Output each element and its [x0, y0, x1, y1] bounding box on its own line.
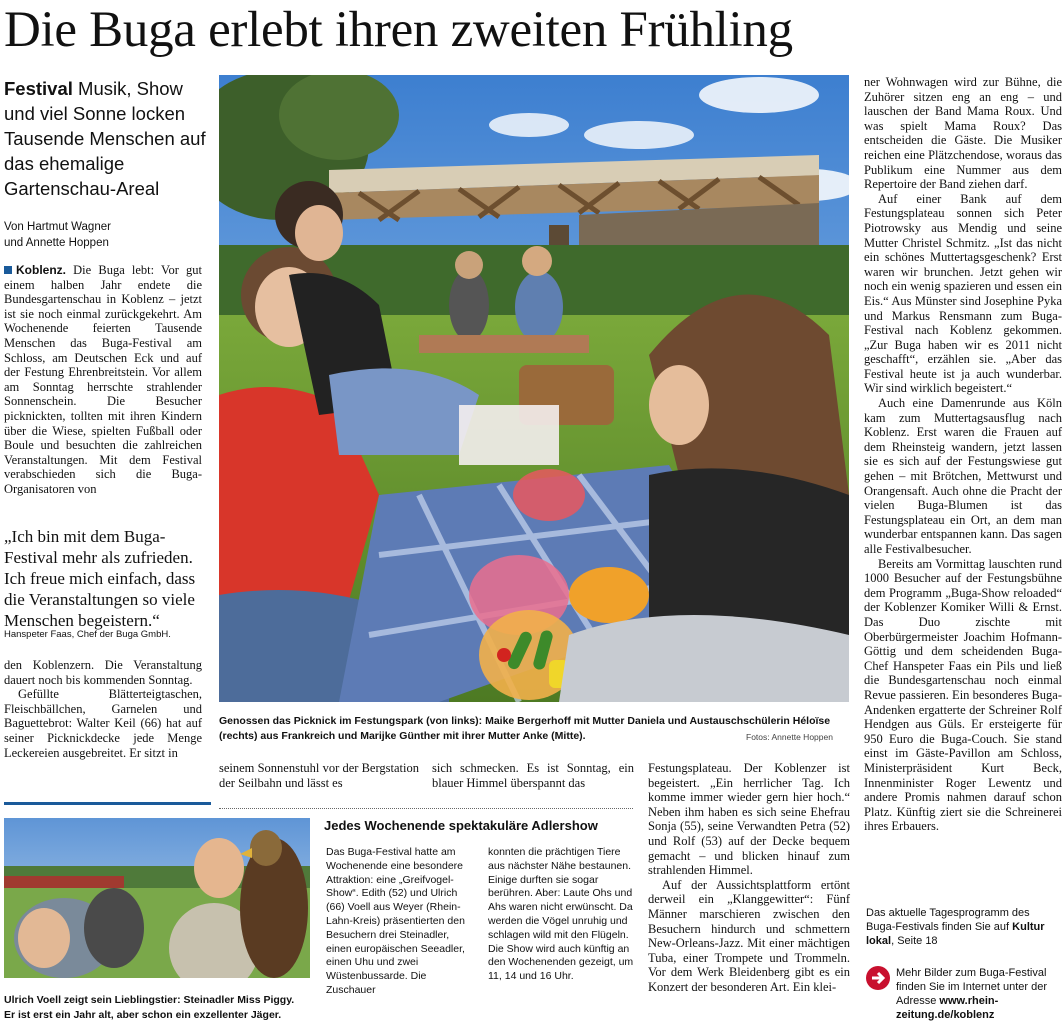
- article-col-mid-right: [648, 761, 850, 995]
- section-divider-dotted: [219, 808, 633, 809]
- headline: Die Buga erlebt ihren zweiten Frühling: [4, 2, 793, 58]
- col-far-p3: Auch eine Damenrunde aus Köln kam zum Muttertagsausflug nach Koblenz. Erst waren die Frauen auf dem Rheinsteig wandern, jetzt lassen sie es sich auf der Festungswiese gut gehen – mit Brötchen, Mettwurst und Orangensaft. Auch ohne die Pracht der vielen Buga-Blumen ist das Festungsplateau ein Ort, an dem man wunderbar entspannen kann. Das sagen alle Festivalbesucher.: [864, 396, 1062, 556]
- col1-p3: Gefüllte Blätterteigtaschen, Fleischbällchen, Garnelen und Baguettebrot: Walter Keil (66) hat auf seiner Picknickdecke jede Menge Leckereien ausgebreitet. Er sitzt in: [4, 687, 202, 760]
- program-note: [866, 906, 1062, 948]
- main-photo: [219, 75, 849, 702]
- col-right1-p2: Auf der Aussichtsplattform ertönt derweil ein „Klanggewitter“: Fünf Männer marschieren zwischen den Besuchern hindurch und schmettern New-Orleans-Jazz. Mit einer mächtigen Tuba, einer Trompete und Trommeln. Vor dem Werk Bleidenberg gibt es ein Konzert der besonderen Art. Ein klei-: [648, 877, 850, 994]
- section-divider-blue: [4, 802, 211, 805]
- article-col1-bottom: [4, 658, 202, 760]
- col-far-p4: Bereits am Vormittag lauschten rund 1000 Besucher auf der Festungsbühne dem Programm „Buga-Show reloaded“ der Koblenzer Komiker Willi & Ernst. Das Duo zischte mit Oberbürgermeister Joachim Hofmann-Göttig und dem scheidenden Buga-Chef Hanspeter Faas ein Pils und ließ die Bundesgartenschau noch einmal Revue passieren. Ein besonderes Buga-Andenken ergatterte der Schreiner Rolf Hendgen aus Güls. Er ersteigerte für 950 Euro die Buga-Couch. Sie stand einst im Gäste-Pavillon am Schloss, Ministerpräsident Kurt Beck, Innenminister Roger Lewentz und andere Promis nahmen darauf schon Platz. Künftig ziert sie die Schreinerei ihres Erbauers.: [864, 556, 1062, 834]
- photo-credit: Fotos: Annette Hoppen: [746, 732, 833, 742]
- byline: [4, 219, 210, 251]
- author-1: Von Hartmut Wagner: [4, 221, 111, 233]
- intro-kicker: Festival: [4, 78, 73, 99]
- pull-quote-source: Hanspeter Faas, Chef der Buga GmbH.: [4, 629, 171, 640]
- more-pictures-url[interactable]: www.rhein-zeitung.de/koblenz: [896, 995, 999, 1021]
- col-far-p1: ner Wohnwagen wird zur Bühne, die Zuhörer sitzen eng an eng – und lauschen der Band Mama Roux. Und was spielt Mama Roux? Das entscheiden die Gäste. Die Musiker reichen eine Plätzchendose, woraus das Publikum eine Nummer aus dem Repertoire der Band ziehen darf.: [864, 75, 1062, 192]
- eagle-col2: konnten die prächtigen Tiere aus nächster Nähe bestaunen. Einige durften sie sogar berühren. Aber: Laute Ohs und Ahs waren nicht erwünscht. Da werden die Vögel unruhig und schlagen wild mit den Flügeln. Die Show wird auch künftig an den Wochenenden gezeigt, um 11, 14 und 16 Uhr.: [488, 846, 634, 983]
- eagle-photo: [4, 818, 310, 978]
- more-pictures-text: Mehr Bilder zum Buga-Festival finden Sie im Internet unter der Adresse: [896, 967, 1048, 1007]
- intro-text: Musik, Show und viel Sonne locken Tausende Menschen auf das ehemalige Gartenschau-Areal: [4, 78, 206, 199]
- program-note-text: Das aktuelle Tagesprogramm des Buga-Festivals finden Sie auf: [866, 907, 1030, 933]
- col-right1-p1: Festungsplateau. Der Koblenzer ist begeistert. „Ein herrlicher Tag. Ich komme immer wieder gern hier hoch.“ Neben ihm haben es sich seine Ehefrau Sonja (55), seine Verwandten Petra (52) und Rolf (53) auf der Decke bequem gemacht – und blicken hinauf zum strahlenden Himmel.: [648, 761, 850, 878]
- col1-p2: den Koblenzern. Die Veranstaltung dauert noch bis kommenden Sonntag.: [4, 658, 202, 687]
- intro: [4, 76, 210, 201]
- dateline: Koblenz.: [16, 263, 66, 277]
- eagle-article-title: Jedes Wochenende spektakuläre Adlershow: [324, 818, 598, 833]
- pull-quote: „Ich bin mit dem Buga-Festival mehr als zufrieden. Ich freue mich einfach, dass die Veranstaltungen so viele Menschen begeistern.“: [4, 527, 196, 630]
- program-note-suffix: , Seite 18: [891, 935, 938, 947]
- eagle-photo-caption: [4, 993, 310, 1023]
- eagle-col1: Das Buga-Festival hatte am Wochenende eine besondere Attraktion: eine „Greifvogel-Show“. Edith (52) und Ulrich (66) Voell aus Weyer (Rhein-Lahn-Kreis) präsentierten den Besuchern drei Steinadler, einen europäischen Seeadler, einen Uhu und zwei Wüstenbussarde. Die Zuschauer: [326, 846, 465, 996]
- eagle-photo-illustration: [4, 818, 310, 978]
- picnic-photo-illustration: [219, 75, 849, 702]
- program-note-link[interactable]: Kultur lokal: [866, 921, 1045, 947]
- main-photo-caption: Genossen das Picknick im Festungspark (von links): Maike Bergerhoff mit Mutter Daniela und Austauschschülerin Héloïse (rechts) aus Frankreich und Marijke Günther mit ihrer Mutter Anke (Mitte).: [219, 715, 831, 742]
- below-photo-col2: sich schmecken. Es ist Sonntag, ein blauer Himmel überspannt das: [432, 761, 634, 790]
- below-photo-col1: seinem Sonnenstuhl vor der Bergstation der Seilbahn und lässt es: [219, 761, 419, 790]
- eagle-caption-line2: Er ist erst ein Jahr alt, aber schon ein exzellenter Jäger.: [4, 1009, 282, 1021]
- arrow-right-icon: [866, 966, 890, 990]
- eagle-caption-line1: Ulrich Voell zeigt sein Lieblingstier: Steinadler Miss Piggy.: [4, 994, 295, 1006]
- col1-p1: Die Buga lebt: Vor gut einem halben Jahr endete die Bundesgartenschau in Koblenz – jetzt ist sie noch einmal zurückgekehrt. Am Wochenende feierten Tausende Menschen das Buga-Festival am Schloss, am Deutschen Eck und auf der Festung Ehrenbreitstein. Vor allem am Sonntag herrschte strahlender Sonnenschein. Die Besucher picknickten, tollten mit ihren Kindern über die Wiese, spielten Fußball oder Boule und besuchten die zahlreichen Veranstaltungen. Mit dem Festival verabschieden sich die Buga-Organisatoren von: [4, 263, 202, 496]
- article-col1-top: [4, 263, 202, 497]
- dateline-square-icon: [4, 266, 12, 274]
- author-2: und Annette Hoppen: [4, 237, 109, 249]
- col-far-p2: Auf einer Bank auf dem Festungsplateau sonnen sich Peter Piotrowsky aus Mendig und seine Mutter Christel Schmitz. „Ist das nicht ein schönes Muttertagsgeschenk? Erst waren wir brunchen. Jetzt gehen wir noch ein wenig spazieren und essen ein Eis.“ Aus Münster sind Josephine Pyka und Markus Rensmann zum Buga-Festival nach Koblenz gekommen. „Zur Buga haben wir es 2011 nicht geschafft“, erzählen sie. „Aber das Festival heute ist ja auch wunderbar. Wir sind wirklich begeistert.“: [864, 191, 1062, 396]
- more-pictures: [866, 966, 1062, 1022]
- article-col-far-right: [864, 75, 1062, 834]
